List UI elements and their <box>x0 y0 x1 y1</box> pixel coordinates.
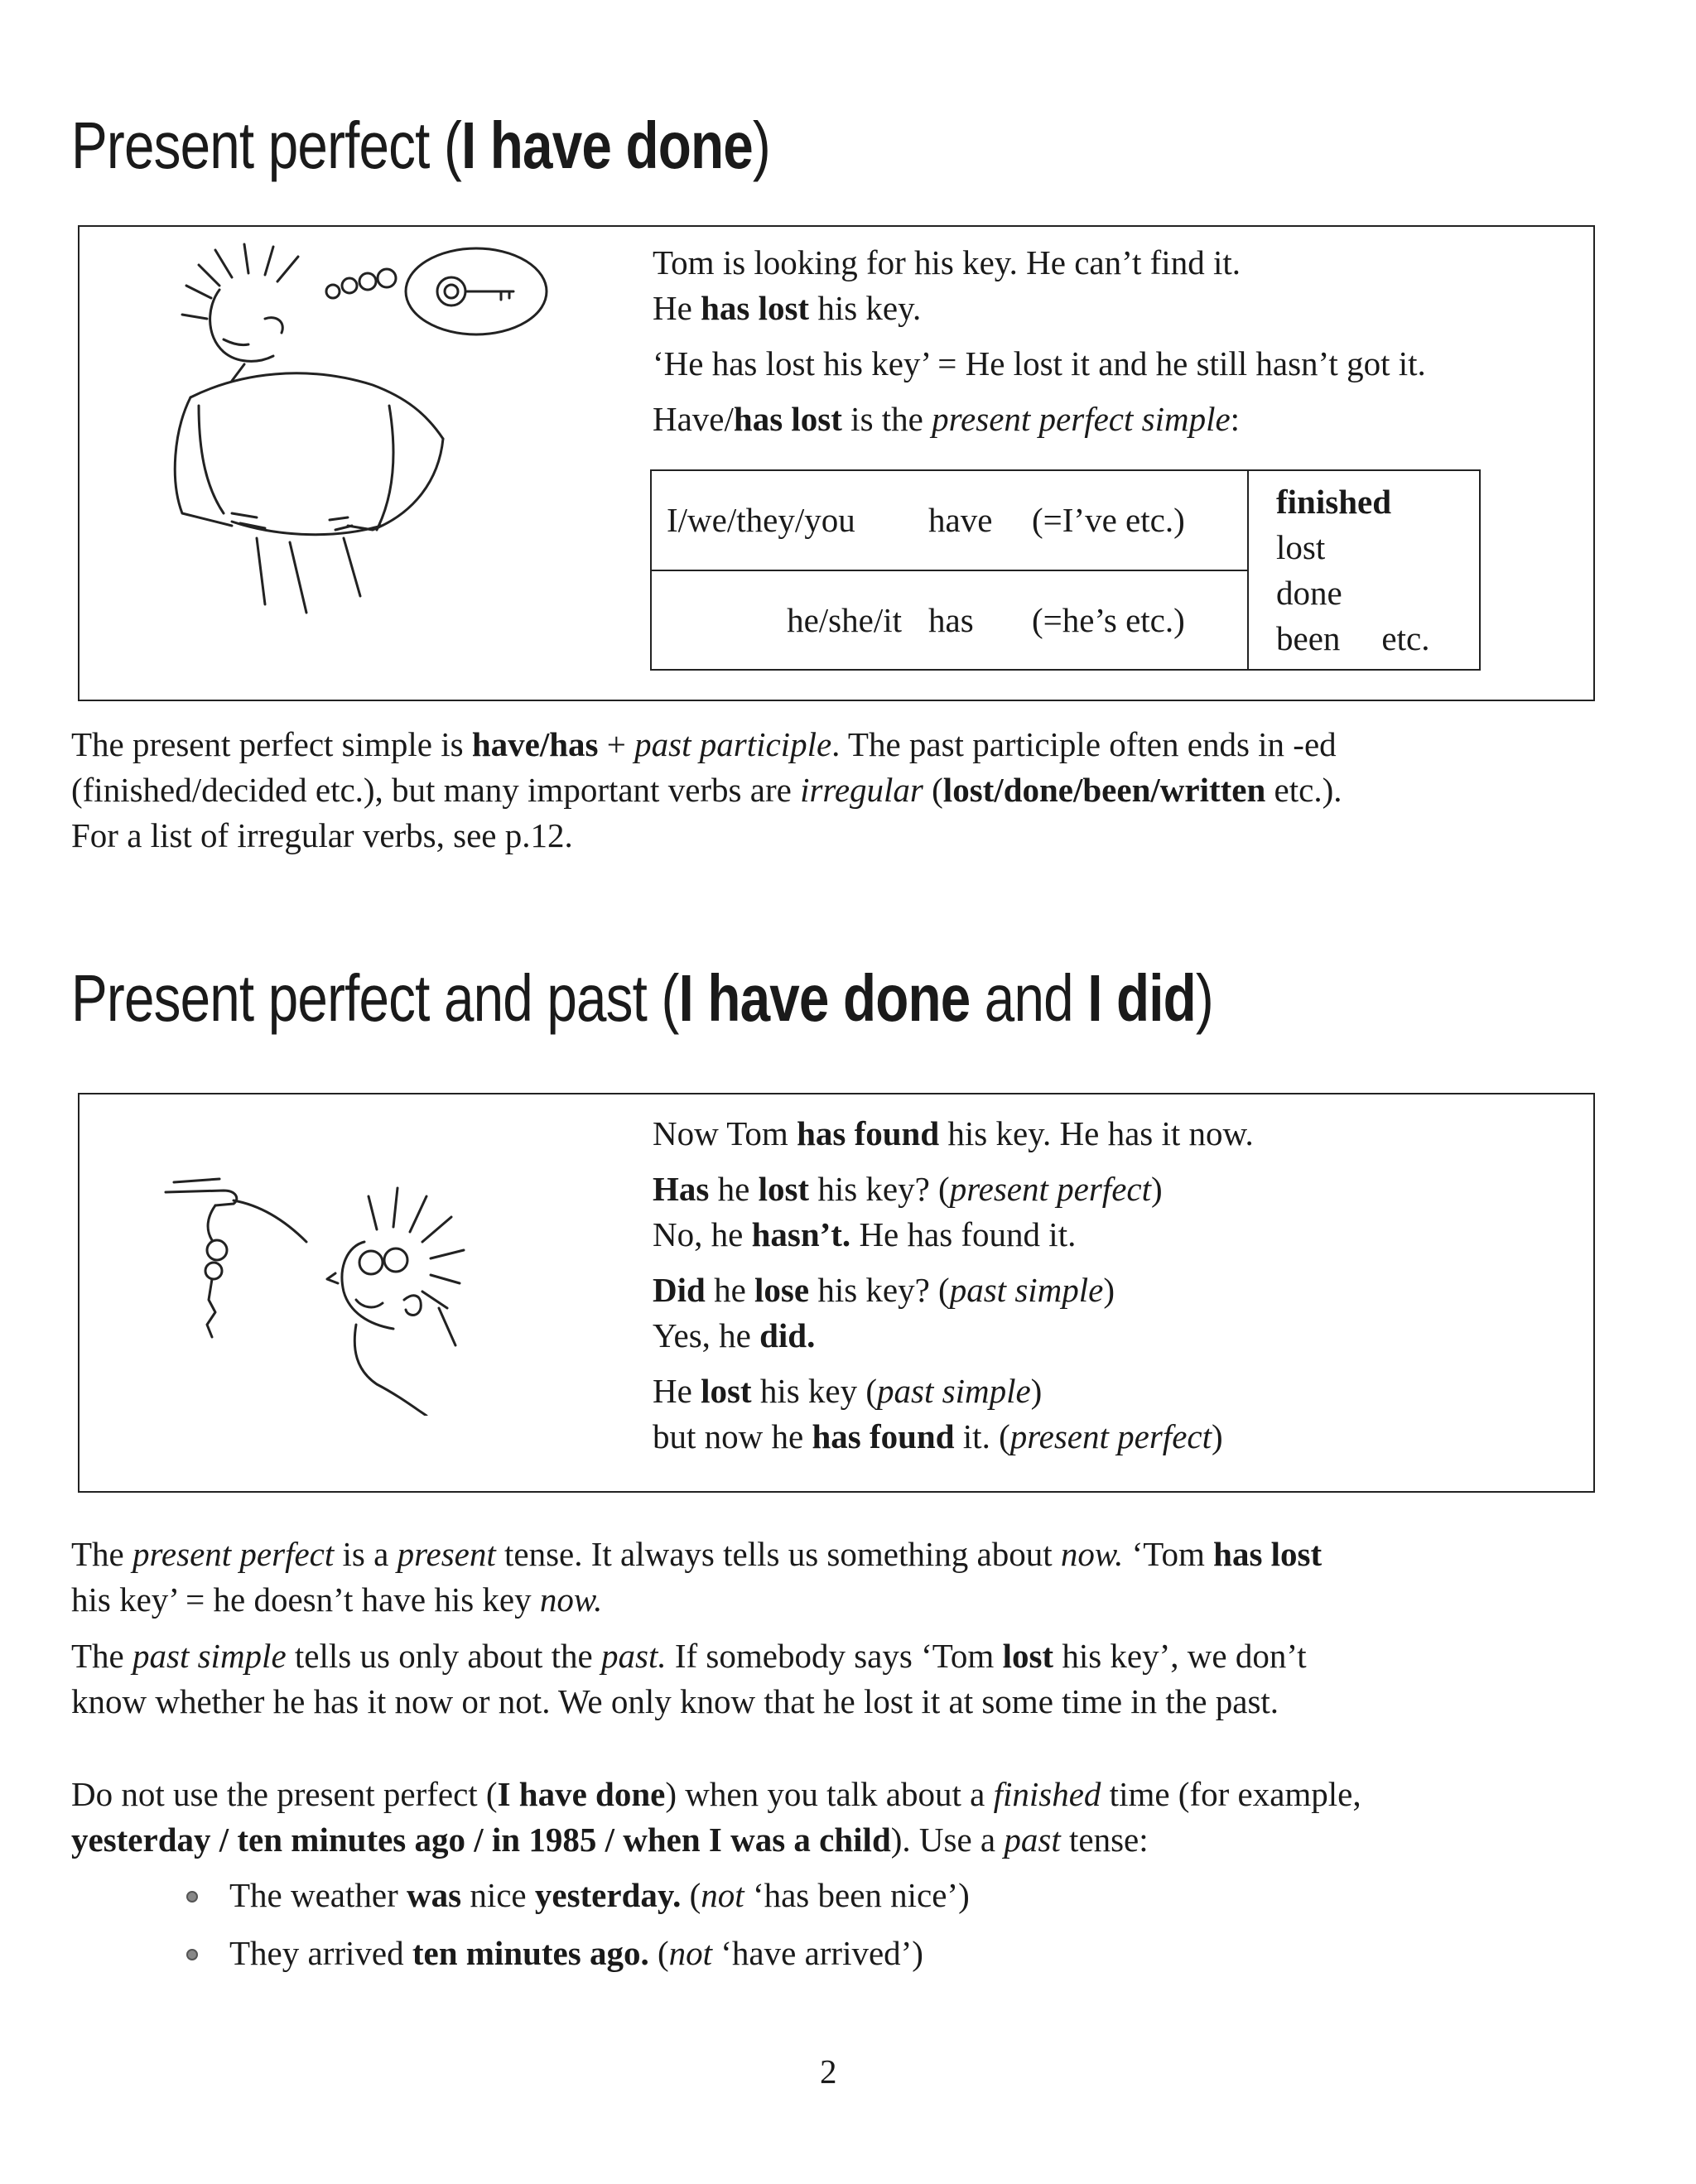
section2-para3-line1: Do not use the present perfect (I have done) when you talk about a finished time (for example, <box>71 1775 1361 1813</box>
section2-paragraph3 <box>71 1772 1361 1863</box>
section1-para-line1: The present perfect simple is have/has + past participle. The past participle often ends in -ed <box>71 725 1337 763</box>
box2-line7: but now he has found it. (present perfect) <box>653 1417 1223 1455</box>
section1-box-text <box>653 240 1426 442</box>
box2-line6: He lost his key (past simple) <box>653 1372 1043 1410</box>
participles-etc: etc. <box>1381 618 1430 657</box>
man-found-key-illustration <box>157 1167 530 1416</box>
section2-box-text <box>653 1111 1254 1460</box>
subject-singular: he/she/it <box>787 600 902 639</box>
bullet-icon <box>186 1949 198 1960</box>
box2-line4: Did he lose his key? (past simple) <box>653 1271 1115 1309</box>
box2-line5: Yes, he did. <box>653 1316 816 1354</box>
box2-line2: Has he lost his key? (present perfect) <box>653 1170 1163 1208</box>
aux-have: have <box>928 501 993 540</box>
participle-lost: lost <box>1276 527 1326 566</box>
section2-paragraph1 <box>71 1532 1322 1623</box>
participle-been: been <box>1276 618 1341 657</box>
section1-para-line3: For a list of irregular verbs, see p.12. <box>71 816 573 854</box>
box2-line3: No, he hasn’t. He has found it. <box>653 1215 1077 1253</box>
bullet-icon <box>186 1891 198 1903</box>
section2-paragraph2 <box>71 1633 1307 1725</box>
box1-line1: Tom is looking for his key. He can’t find it. <box>653 243 1241 281</box>
section2-para2-line2: know whether he has it now or not. We only know that he lost it at some time in the past. <box>71 1682 1279 1720</box>
subject-plural: I/we/they/you <box>667 501 855 540</box>
table-row-have <box>651 470 1248 570</box>
table-row-has <box>651 570 1248 671</box>
section1-heading: Present perfect (I have done) <box>71 108 770 182</box>
participle-finished: finished <box>1276 482 1391 521</box>
section2-para1-line2: his key’ = he doesn’t have his key now. <box>71 1580 603 1619</box>
section2-para1-line1: The present perfect is a present tense. It always tells us something about now. ‘Tom has lost <box>71 1535 1323 1573</box>
past-participles-cell <box>1248 470 1480 670</box>
section1-paragraph <box>71 722 1342 859</box>
section2-para3-line2: yesterday / ten minutes ago / in 1985 / when I was a child). Use a past tense: <box>71 1821 1149 1859</box>
box2-line1: Now Tom has found his key. He has it now. <box>653 1114 1254 1152</box>
section2-heading: Present perfect and past (I have done and I did) <box>71 961 1213 1035</box>
contraction-has: (=he’s etc.) <box>1032 600 1185 639</box>
section1-para-line2: (finished/decided etc.), but many important verbs are irregular (lost/done/been/written etc.). <box>71 771 1342 809</box>
box1-line4: Have/has lost is the present perfect simple: <box>653 400 1241 438</box>
section2-para2-line1: The past simple tells us only about the past. If somebody says ‘Tom lost his key’, we don’t <box>71 1637 1307 1675</box>
page-number: 2 <box>820 2052 837 2090</box>
participle-done: done <box>1276 573 1342 612</box>
aux-has: has <box>928 600 974 639</box>
box1-line3: ‘He has lost his key’ = He lost it and he still hasn’t got it. <box>653 344 1426 382</box>
contraction-have: (=I’ve etc.) <box>1032 501 1185 540</box>
present-perfect-conjugation-table <box>650 469 1481 671</box>
man-searching-illustration <box>141 240 571 637</box>
box1-line2: He has lost his key. <box>653 289 922 327</box>
